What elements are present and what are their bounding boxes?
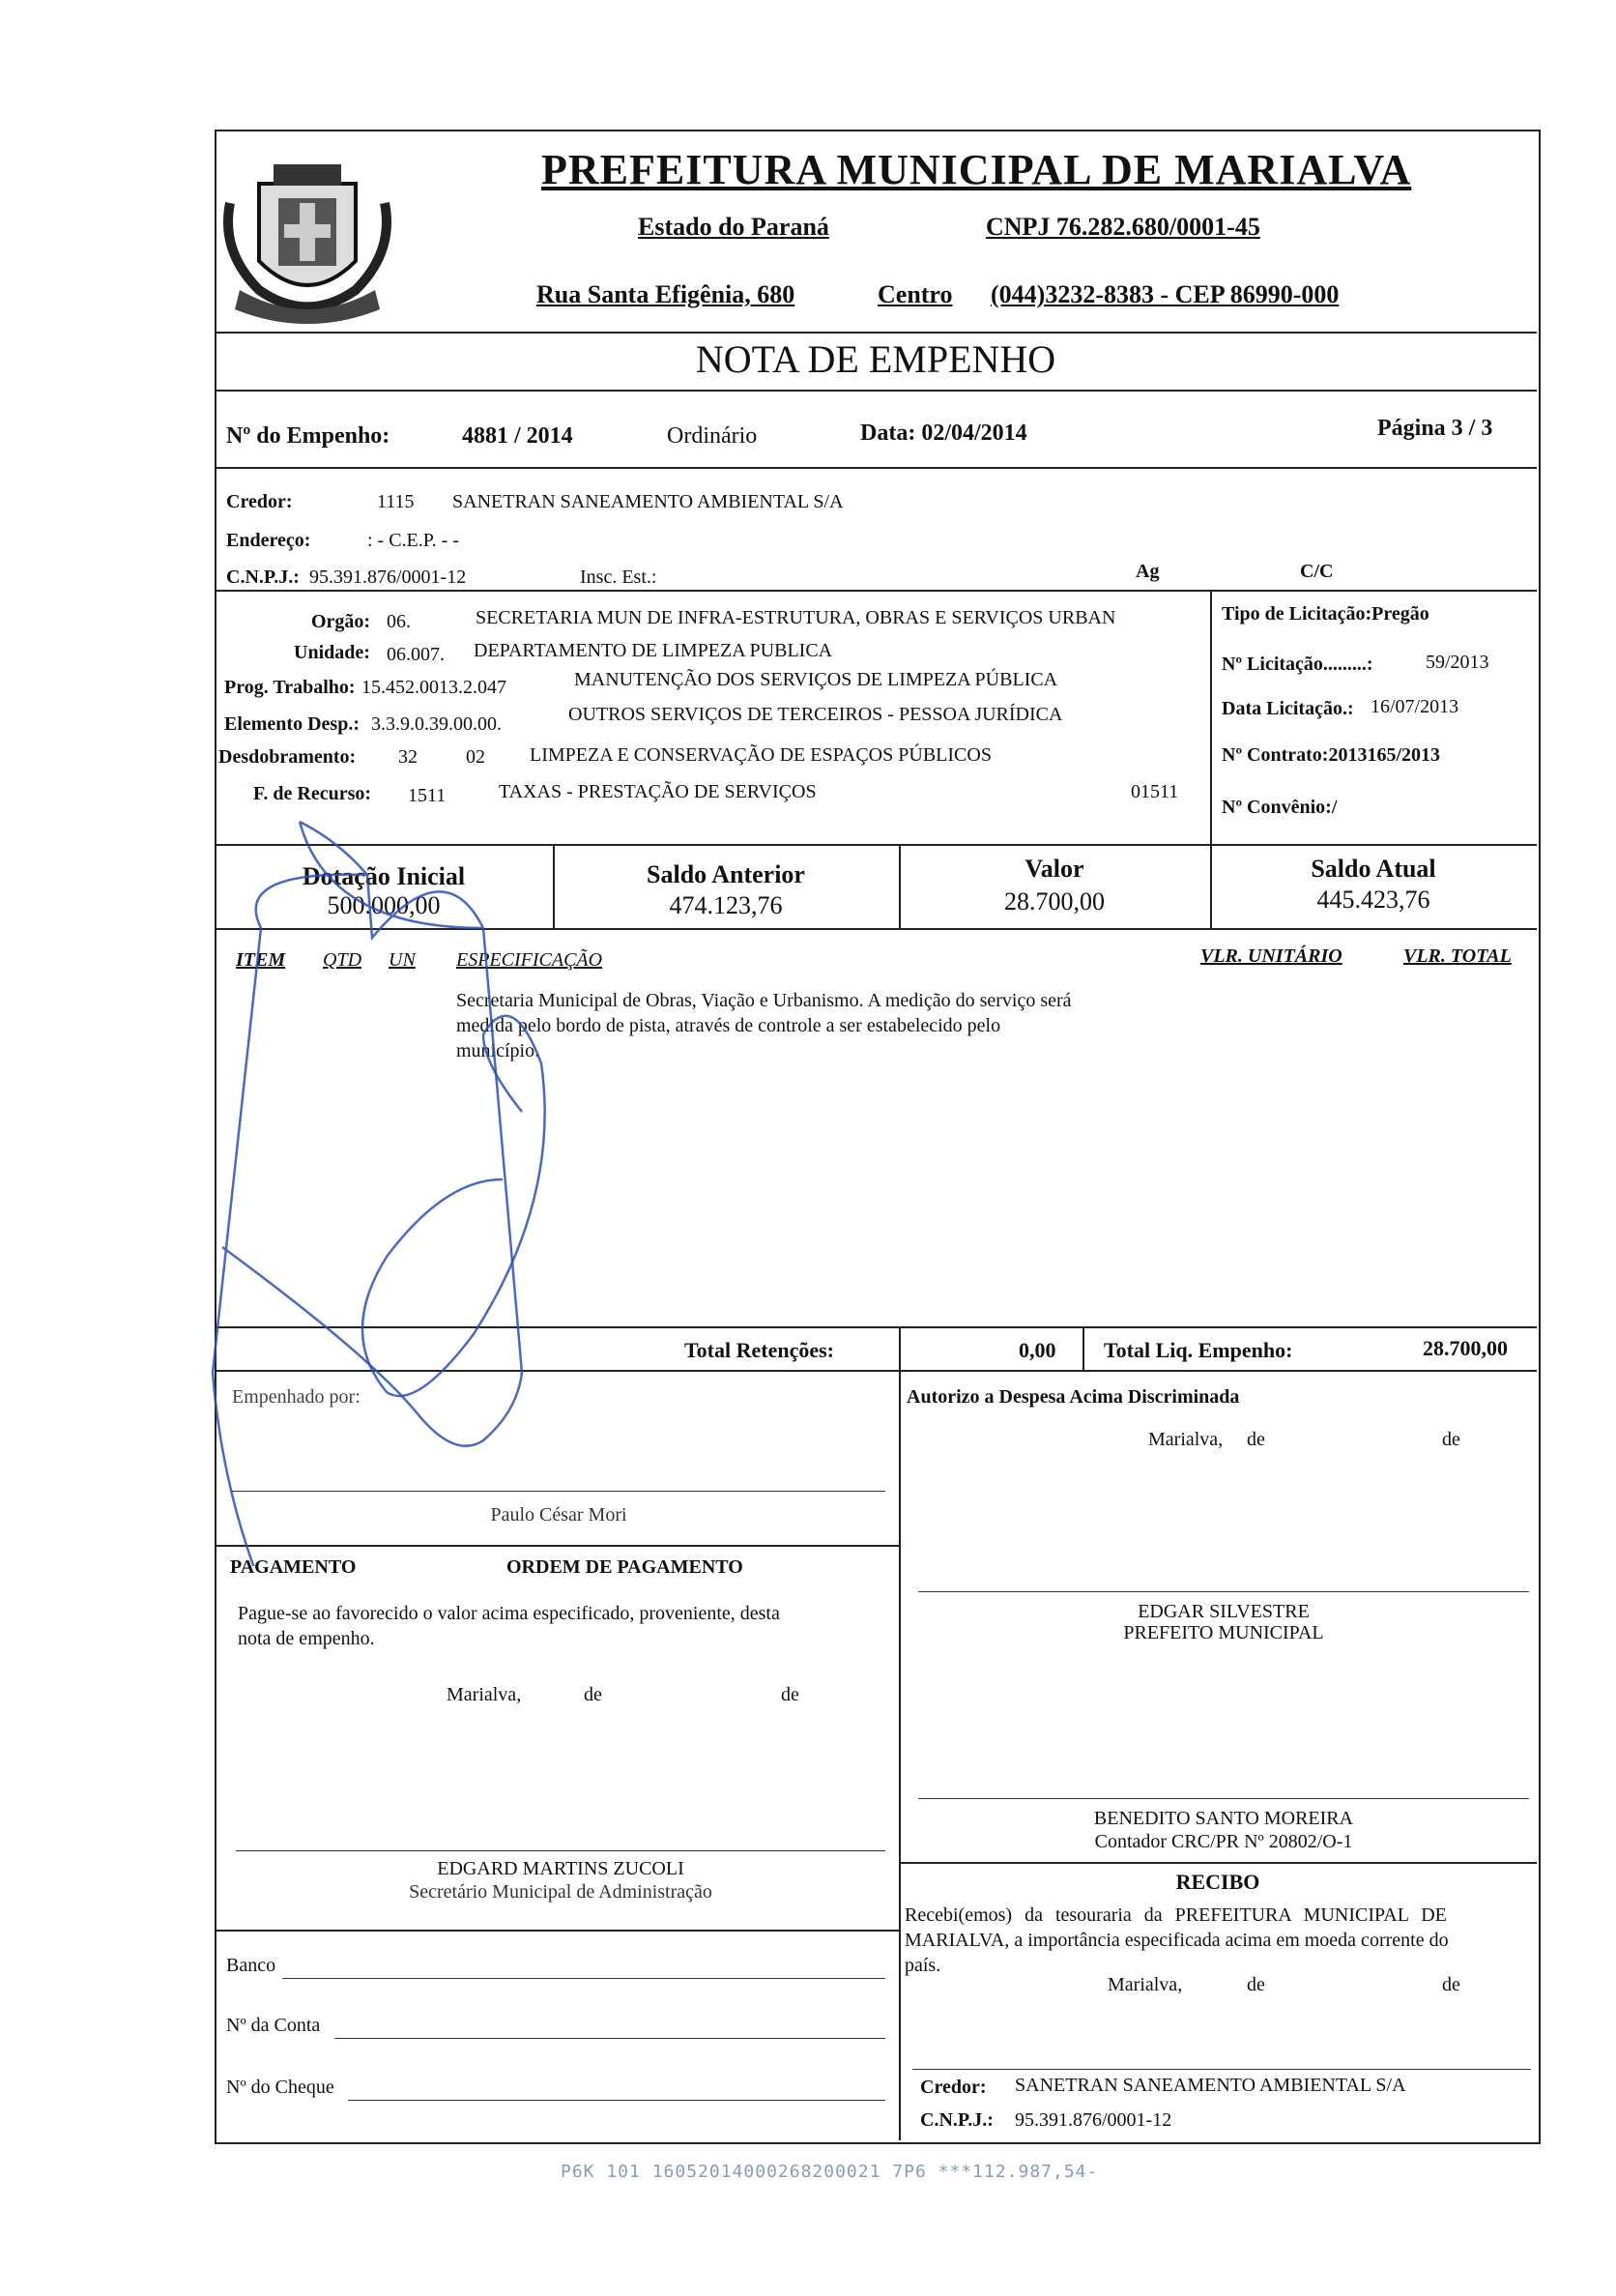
licitacao-numero: 59/2013 <box>1426 652 1489 673</box>
licitacao-numero-label: Nº Licitação.........: <box>1222 654 1373 675</box>
prog-code: 15.452.0013.2.047 <box>361 677 506 698</box>
orgao-code: 06. <box>387 611 411 632</box>
header-cnpj: CNPJ 76.282.680/0001-45 <box>986 213 1260 241</box>
orgao-label: Orgão: <box>311 611 371 632</box>
cnpj-label: C.N.P.J.: <box>226 567 300 588</box>
atual-label: Saldo Atual <box>1311 855 1436 883</box>
col-vlr-total: VLR. TOTAL <box>1403 945 1512 967</box>
licitacao-data-label: Data Licitação.: <box>1222 698 1354 719</box>
desdob-name: LIMPEZA E CONSERVAÇÃO DE ESPAÇOS PÚBLICOS <box>530 744 992 766</box>
fonte-label: F. de Recurso: <box>253 783 372 804</box>
col-un: UN <box>389 949 416 971</box>
credor-name: SANETRAN SANEAMENTO AMBIENTAL S/A <box>452 491 844 512</box>
empenho-date: Data: 02/04/2014 <box>860 421 1027 446</box>
empenho-type: Ordinário <box>667 423 758 449</box>
spec-line-3: município. <box>456 1040 540 1061</box>
municipality-title: PREFEITURA MUNICIPAL DE MARIALVA <box>541 146 1412 193</box>
pagamento-de1: de <box>584 1684 602 1705</box>
col-qtd: QTD <box>323 949 362 971</box>
elemento-label: Elemento Desp.: <box>224 713 360 735</box>
pagamento-de2: de <box>781 1684 799 1705</box>
recibo-title: RECIBO <box>1175 1870 1260 1894</box>
credor-label: Credor: <box>226 491 293 512</box>
page-number: Página 3 / 3 <box>1377 416 1493 441</box>
banco-label: Banco <box>226 1955 276 1976</box>
liq-label: Total Liq. Empenho: <box>1104 1338 1293 1362</box>
conta-label: Nº da Conta <box>226 2015 321 2036</box>
footer-cnpj: 95.391.876/0001-12 <box>1015 2109 1172 2131</box>
col-vlr-unitario: VLR. UNITÁRIO <box>1200 945 1342 967</box>
desdob-code1: 32 <box>398 746 418 768</box>
contador-role: Contador CRC/PR Nº 20802/O-1 <box>1094 1831 1353 1852</box>
secretario-name: EDGARD MARTINS ZUCOLI <box>437 1858 684 1879</box>
recibo-text-3: país. <box>905 1955 941 1976</box>
prog-name: MANUTENÇÃO DOS SERVIÇOS DE LIMPEZA PÚBLICA <box>574 669 1058 690</box>
credor-code: 1115 <box>377 491 415 512</box>
atual-value: 445.423,76 <box>1316 886 1430 914</box>
tipo-licitacao: Tipo de Licitação:Pregão <box>1222 603 1429 625</box>
contador-name: BENEDITO SANTO MOREIRA <box>1093 1808 1354 1829</box>
fonte-code2: 01511 <box>1131 781 1179 802</box>
autorizo-title: Autorizo a Despesa Acima Discriminada <box>907 1386 1240 1408</box>
ag-label: Ag <box>1136 561 1160 582</box>
recibo-text-2: MARIALVA, a importância especificada acima em moeda corrente do <box>905 1930 1449 1951</box>
retencoes-label: Total Retenções: <box>684 1338 834 1362</box>
elemento-name: OUTROS SERVIÇOS DE TERCEIROS - PESSOA JURÍDICA <box>568 704 1063 725</box>
licitacao-data: 16/07/2013 <box>1371 696 1459 717</box>
pagamento-text-2: nota de empenho. <box>238 1628 375 1649</box>
empenhado-label: Empenhado por: <box>232 1386 361 1408</box>
unidade-name: DEPARTAMENTO DE LIMPEZA PUBLICA <box>474 640 833 661</box>
footer-cnpj-label: C.N.P.J.: <box>920 2109 994 2131</box>
dotacao-value: 500.000,00 <box>327 891 441 919</box>
spec-line-1: Secretaria Municipal de Obras, Viação e Urbanismo. A medição do serviço será <box>456 990 1072 1011</box>
desdob-code2: 02 <box>466 746 485 768</box>
header-district: Centro <box>878 280 953 308</box>
valor-label: Valor <box>1024 855 1084 883</box>
credor-cnpj: 95.391.876/0001-12 <box>309 567 467 588</box>
ordem-pagamento: ORDEM DE PAGAMENTO <box>506 1556 743 1578</box>
retencoes-value: 0,00 <box>1019 1338 1056 1362</box>
spec-line-2: medida pelo bordo de pista, através de controle a ser estabelecido pelo <box>456 1015 1001 1036</box>
contrato: Nº Contrato:2013165/2013 <box>1222 744 1441 766</box>
elemento-code: 3.3.9.0.39.00.00. <box>371 713 502 735</box>
coat-of-arms-logo <box>220 145 394 338</box>
prog-label: Prog. Trabalho: <box>224 677 356 698</box>
convenio: Nº Convênio:/ <box>1222 797 1338 818</box>
fonte-name: TAXAS - PRESTAÇÃO DE SERVIÇOS <box>499 781 817 802</box>
col-item: ITEM <box>236 949 286 971</box>
empenhado-signer: Paulo César Mori <box>490 1504 627 1526</box>
prefeito-role: PREFEITO MUNICIPAL <box>1123 1622 1324 1643</box>
footer-credor-label: Credor: <box>920 2077 987 2098</box>
valor-value: 28.700,00 <box>1004 887 1105 915</box>
empenho-label: Nº do Empenho: <box>226 423 390 449</box>
anterior-label: Saldo Anterior <box>647 860 805 888</box>
insc-label: Insc. Est.: <box>580 567 657 588</box>
header-address: Rua Santa Efigênia, 680 <box>536 280 795 308</box>
endereco-value: : - C.E.P. - - <box>367 530 459 551</box>
document-title: NOTA DE EMPENHO <box>695 337 1056 381</box>
unidade-label: Unidade: <box>294 642 370 663</box>
recibo-city: Marialva, <box>1108 1974 1183 1995</box>
footer-credor-name: SANETRAN SANEAMENTO AMBIENTAL S/A <box>1015 2075 1406 2096</box>
unidade-code: 06.007. <box>387 644 445 665</box>
bank-stamp: P6K 101 16052014000268200021 7P6 ***112.987,54- <box>561 2162 1099 2182</box>
liq-value: 28.700,00 <box>1423 1336 1508 1360</box>
empenho-number: 4881 / 2014 <box>462 423 573 449</box>
secretario-role: Secretário Municipal de Administração <box>409 1881 712 1903</box>
pagamento-text-1: Pague-se ao favorecido o valor acima especificado, proveniente, desta <box>238 1603 780 1624</box>
anterior-value: 474.123,76 <box>669 891 783 919</box>
recibo-text-1: Recebi(emos) da tesouraria da PREFEITURA MUNICIPAL DE <box>905 1904 1447 1926</box>
desdob-label: Desdobramento: <box>218 746 357 768</box>
pagamento-label: PAGAMENTO <box>230 1556 357 1578</box>
prefeito-name: EDGAR SILVESTRE <box>1138 1601 1310 1622</box>
dotacao-label: Dotação Inicial <box>302 862 466 890</box>
fonte-code: 1511 <box>408 785 447 806</box>
col-especificacao: ESPECIFICAÇÃO <box>456 949 603 971</box>
header-phone-cep: (044)3232-8383 - CEP 86990-000 <box>991 280 1340 308</box>
pagamento-city: Marialva, <box>447 1684 522 1705</box>
autorizo-city: Marialva, <box>1148 1429 1224 1450</box>
cheque-label: Nº do Cheque <box>226 2077 334 2098</box>
autorizo-de1: de <box>1247 1429 1265 1450</box>
endereco-label: Endereço: <box>226 530 311 551</box>
orgao-name: SECRETARIA MUN DE INFRA-ESTRUTURA, OBRAS E SERVIÇOS URBAN <box>476 607 1116 628</box>
autorizo-de2: de <box>1442 1429 1460 1450</box>
recibo-de1: de <box>1247 1974 1265 1995</box>
cc-label: C/C <box>1300 561 1334 582</box>
recibo-de2: de <box>1442 1974 1460 1995</box>
state-label: Estado do Paraná <box>638 213 829 241</box>
